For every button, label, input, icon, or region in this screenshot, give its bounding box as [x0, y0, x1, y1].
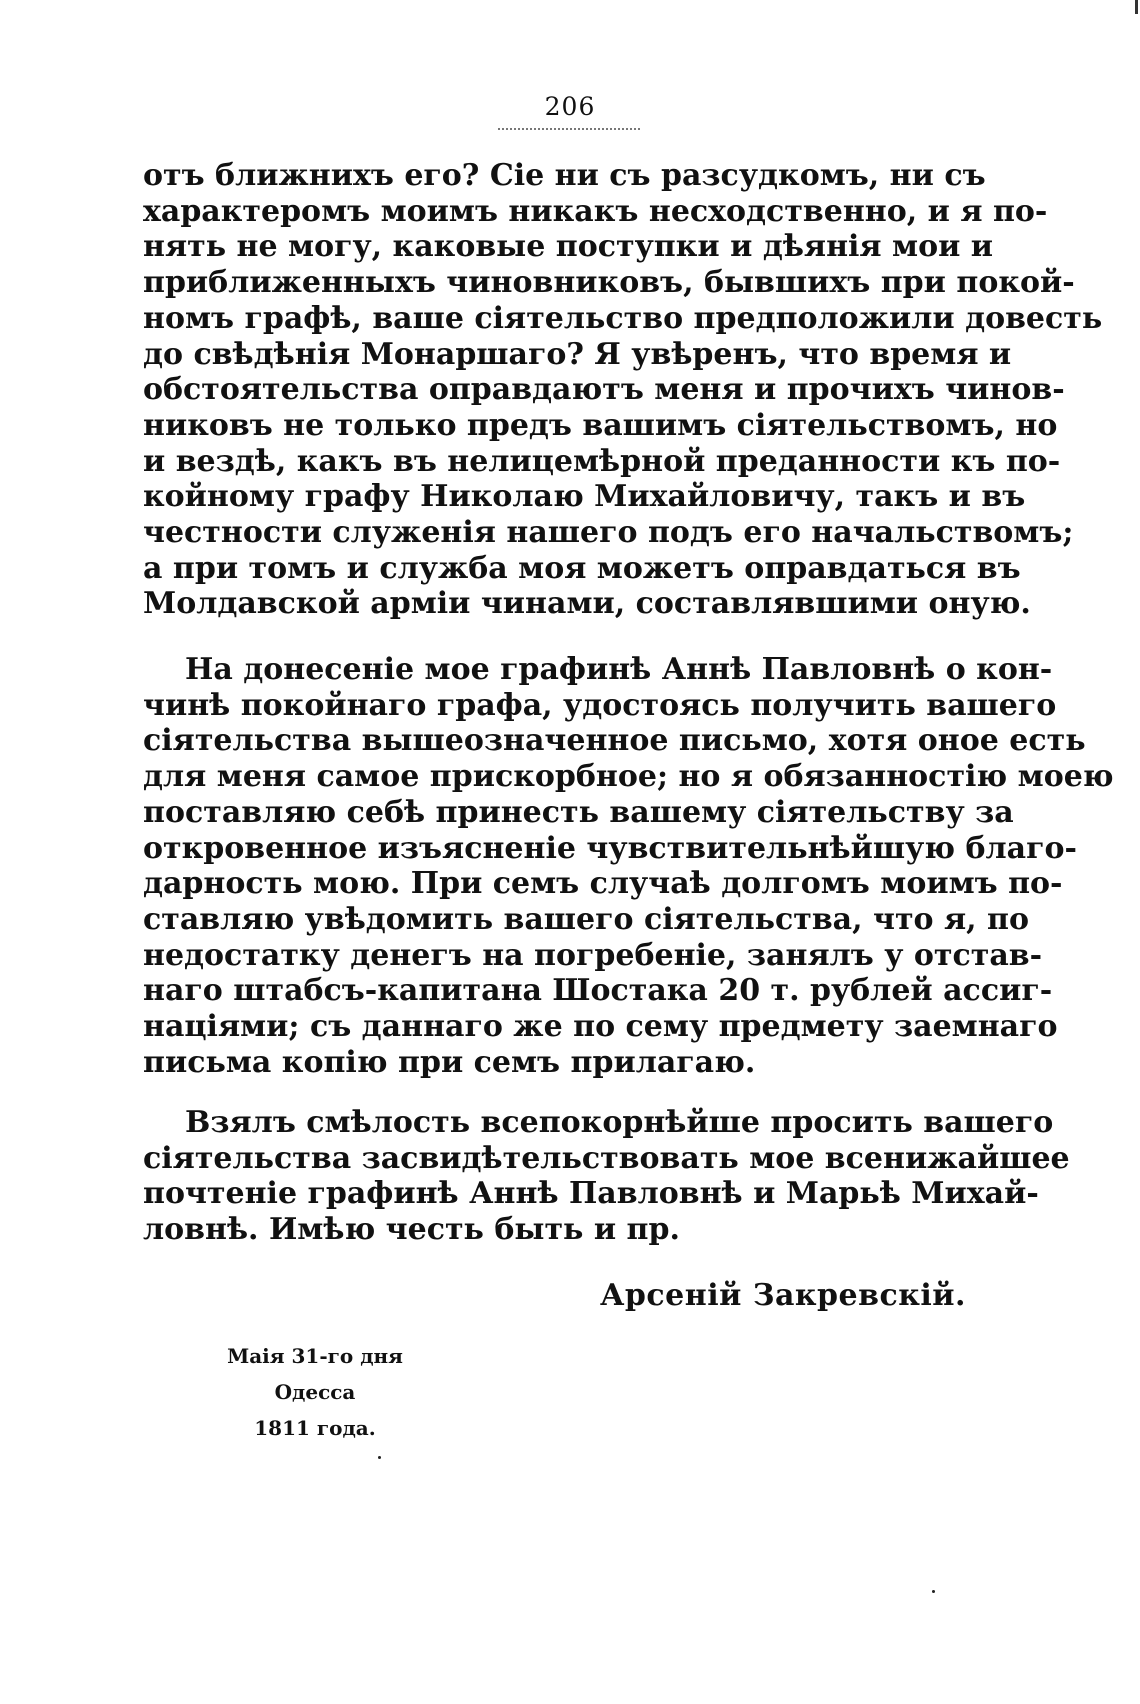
text-line: нять не могу, каковые поступки и дѣянія мои и — [143, 229, 994, 265]
text-line: обстоятельства оправдаютъ меня и прочихъ чинов- — [143, 372, 1065, 408]
text-line: недостатку денегъ на погребеніе, занялъ у отстав- — [143, 937, 1043, 973]
text-line: сіятельства вышеозначенное письмо, хотя оное есть — [143, 723, 1086, 759]
text-line: койному графу Николаю Михайловичу, такъ и въ — [143, 479, 1026, 515]
text-line: номъ графѣ, ваше сіятельство предположили довесть — [143, 300, 1103, 336]
text-line: чинѣ покойнаго графа, удостоясь получить вашего — [143, 687, 1057, 723]
text-line: Взялъ смѣлость всепокорнѣйше просить вашего — [185, 1105, 1054, 1140]
dateline-place: Одесса — [274, 1380, 356, 1404]
text-line: честности служенія нашего подъ его начальствомъ; — [143, 515, 1074, 551]
text-line: отъ ближнихъ его? Сіе ни съ разсудкомъ, ни съ — [143, 158, 986, 193]
text-line: никовъ не только предъ вашимъ сіятельствомъ, но — [143, 407, 1058, 443]
text-line: поставляю себѣ принесть вашему сіятельству за — [143, 794, 1014, 830]
text-line: а при томъ и служба моя можетъ оправдаться въ — [143, 550, 1021, 586]
text-line: откровенное изъясненіе чувствительнѣйшую благо- — [143, 830, 1077, 866]
paragraph-1 — [143, 158, 1103, 622]
text-line: для меня самое прискорбное; но я обязанностію моею — [143, 759, 1114, 795]
text-line: наго штабсъ-капитана Шостака 20 т. рублей ассиг- — [143, 973, 1053, 1009]
paragraph-3 — [143, 1105, 1070, 1248]
text-line: характеромъ моимъ никакъ несходственно, и я по- — [143, 193, 1048, 229]
page-number: 206 — [544, 92, 596, 121]
text-line: почтеніе графинѣ Аннѣ Павловнѣ и Марьѣ Михай- — [143, 1176, 1039, 1212]
text-line: Молдавской арміи чинами, составлявшими оную. — [143, 586, 1031, 622]
text-line: до свѣдѣнія Монаршаго? Я увѣренъ, что время и — [143, 336, 1012, 372]
text-line: сіятельства засвидѣтельствовать мое всенижайшее — [143, 1140, 1070, 1176]
text-line: ловнѣ. Имѣю честь быть и пр. — [143, 1212, 680, 1248]
text-line: и вездѣ, какъ въ нелицемѣрной преданности къ по- — [143, 443, 1061, 479]
ink-speck — [378, 1456, 381, 1459]
text-line: дарность мою. При семъ случаѣ долгомъ моимъ по- — [143, 866, 1063, 902]
text-line: приближенныхъ чиновниковъ, бывшихъ при покой- — [143, 265, 1075, 301]
page-edge-mark — [1135, 0, 1138, 14]
ink-speck — [932, 1590, 935, 1593]
text-line: націями; съ даннаго же по сему предмету заемнаго — [143, 1009, 1058, 1045]
text-line: ставляю увѣдомить вашего сіятельства, что я, по — [143, 901, 1030, 937]
text-line: На донесеніе мое графинѣ Аннѣ Павловнѣ о кон- — [185, 652, 1053, 687]
paragraph-2 — [143, 652, 1114, 1080]
signature: Арсеній Закревскій. — [600, 1278, 966, 1313]
text-line: письма копію при семъ прилагаю. — [143, 1044, 756, 1080]
dateline-year: 1811 года. — [254, 1416, 376, 1440]
dateline-date: Маія 31-го дня — [227, 1344, 403, 1368]
header-ornament-rule — [498, 128, 640, 132]
